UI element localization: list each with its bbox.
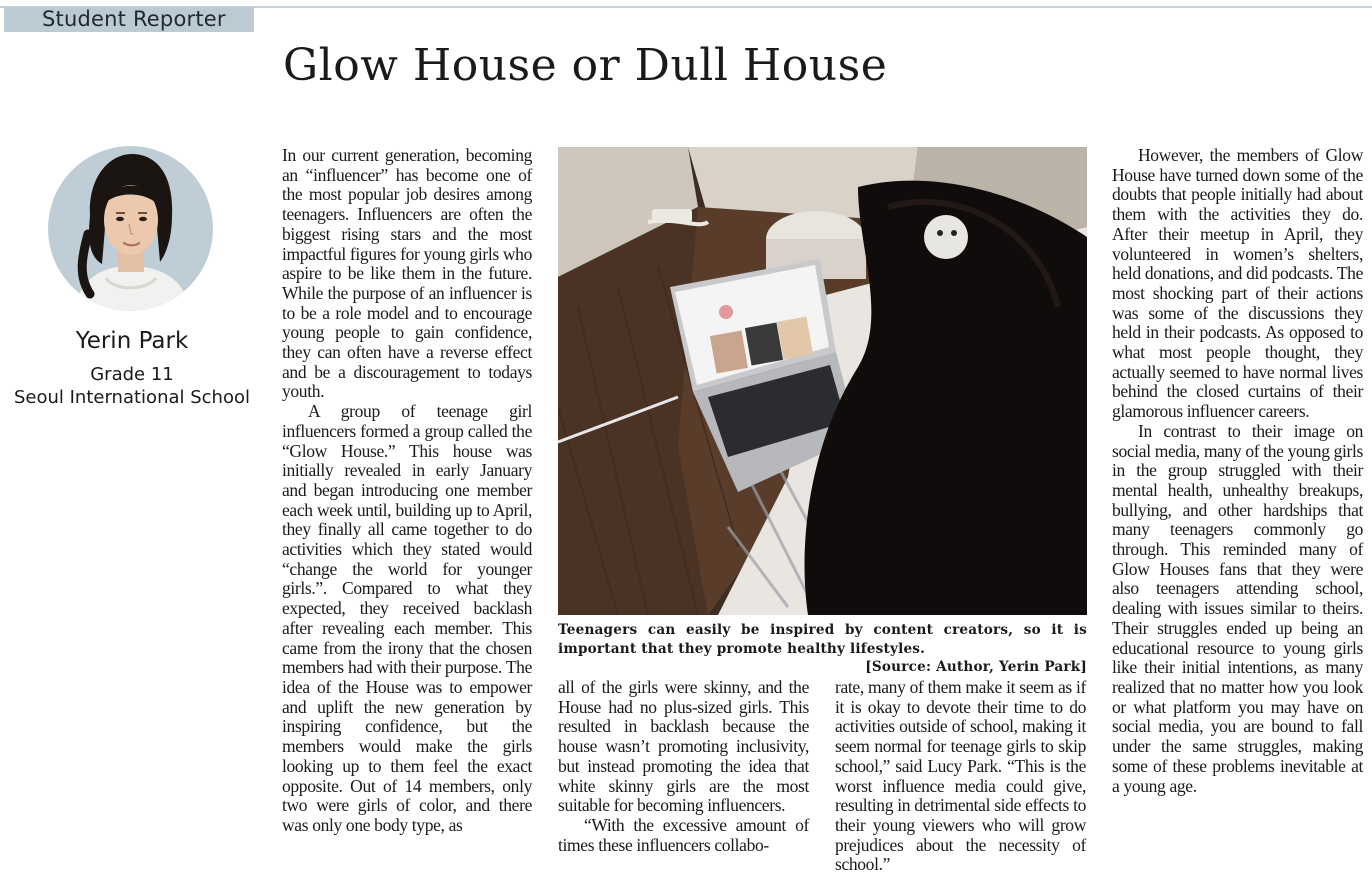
author-name: Yerin Park [75,328,189,354]
laptop-photo-image [558,147,1087,615]
paragraph: However, the members of Glow House have turned down some of the doubts that people initially had about them with the activities they do. After their meetup in April, they volunteered in women’s shelters, held donations, and did podcasts. The most shocking part of their actions was some of the discussions they held in their podcasts. As opposed to what most people thought, they actually seemed to have normal lives behind the closed curtains of their glamorous influencer careers. [1112,145,1363,422]
author-school: Seoul International School [13,387,250,408]
paragraph: “With the excessive amount of times these influencers collabo- [558,814,809,855]
body-column-4 [1112,146,1363,876]
paragraph: all of the girls were skinny, and the House had no plus-sized girls. This resulted in backlash because the house wasn’t promoting inclusivity, but instead promoting the idea that white skinny girls are the most suitable for becoming influencers. [558,677,809,816]
paragraph: In contrast to their image on social media, many of the young girls in the group struggled with their mental health, unhealthy breakups, bullying, and other hardships that many teenagers commonly go through. This reminded many of Glow Houses fans that they were also teenagers attending school, dealing with issues similar to theirs. Their struggles ended up being an educational resource to young girls like their initial intentions, as many realized that no matter how you look or what platform you may have on social media, you are bound to fall under the same struggles, making some of these problems inevitable at a young age. [1112,420,1363,796]
photo-source: [Source: Author, Yerin Park] [865,659,1087,675]
body-column-1 [282,146,532,876]
author-avatar [48,146,213,311]
author-grade: Grade 11 [90,364,174,385]
body-column-3 [835,678,1086,876]
article-photo [558,147,1087,615]
section-tag: Student Reporter [4,7,254,32]
photo-caption [558,621,1087,677]
author-portrait-icon [48,146,213,311]
body-column-2 [558,678,809,876]
caption-text: Teenagers can easily be inspired by content creators, so it is important that they promote healthy lifestyles. [558,622,1087,657]
paragraph: In our current generation, becoming an “influencer” has become one of the most popular job desires among teenagers. Influencers are often the biggest rising stars and the most impactful figures for young girls who aspire to be like them in the future. While the purpose of an influencer is to be a role model and to encourage young people to gain confidence, they can often have a reverse effect and be a discouragement to todays youth. [282,145,532,402]
article-headline: Glow House or Dull House [283,40,888,91]
paragraph: A group of teenage girl influencers formed a group called the “Glow House.” This house was initially revealed in early January and began introducing one member each week until, building up to April, they finally all came together to do activities which they stated would “change the world for younger girls.”. Compared to what they expected, they received backlash after revealing each member. This came from the irony that the chosen members had with their purpose. The idea of the House was to empower and uplift the new generation by inspiring confidence, but the members would make the girls looking up to them feel the exact opposite. Out of 14 members, only two were girls of color, and there was only one body type, as [282,401,532,835]
paragraph: rate, many of them make it seem as if it is okay to devote their time to do activities outside of school, making it seem normal for teenage girls to skip school,” said Lucy Park. “This is the worst influence media could give, resulting in detrimental side effects to their young viewers who will grow prejudices about the necessity of school.” [835,677,1086,875]
